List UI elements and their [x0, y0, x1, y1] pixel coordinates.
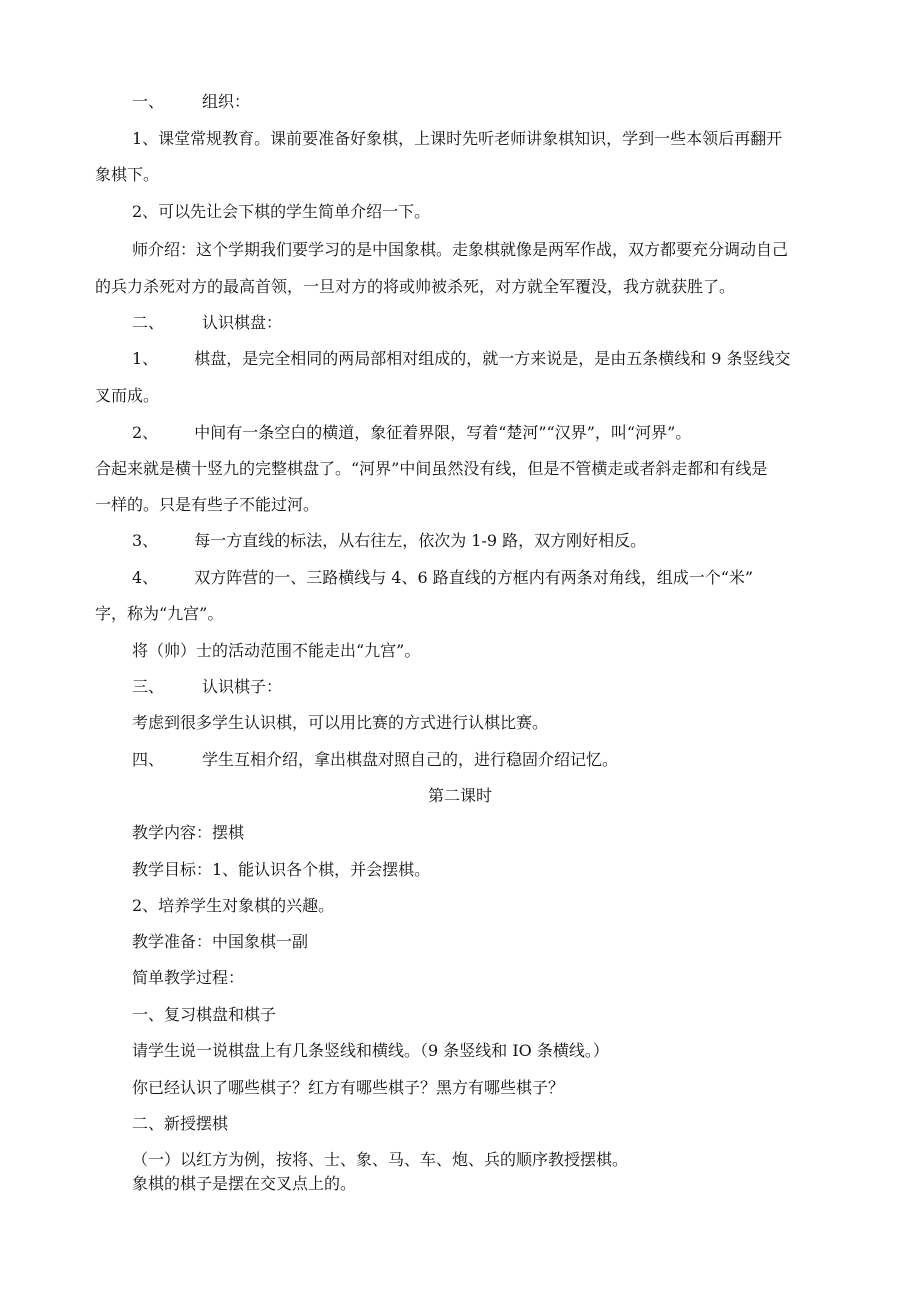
item-text: 双方阵营的一、三路横线与 4、6 路直线的方框内有两条对角线，组成一个“米” [194, 568, 754, 587]
section-title: 认识棋盘： [202, 313, 283, 332]
paragraph: 象棋的棋子是摆在交叉点上的。 [132, 1174, 357, 1193]
paragraph-line: 1、课堂常规教育。课前要准备好象棋，上课时先听老师讲象棋知识，学到一些本领后再翻开 [132, 129, 783, 148]
item-text: 棋盘，是完全相同的两局部相对组成的，就一方来说是，是由五条横线和 9 条竖线交 [194, 349, 791, 368]
section-number: 二、 [132, 313, 165, 332]
section-title: 认识棋子： [202, 677, 283, 696]
section-number: 四、 [132, 750, 165, 769]
section-title: 组织： [202, 92, 251, 111]
paragraph-line: 叉而成。 [95, 386, 160, 405]
item-number: 1、 [132, 349, 159, 368]
paragraph-line: 一样的。只是有些子不能过河。 [95, 495, 320, 514]
paragraph: 2、可以先让会下棋的学生简单介绍一下。 [132, 202, 431, 221]
section-title: 学生互相介绍，拿出棋盘对照自己的，进行稳固介绍记忆。 [202, 750, 619, 769]
item-text: 每一方直线的标法，从右往左，依次为 1-9 路，双方刚好相反。 [194, 531, 647, 550]
paragraph: 二、新授摆棋 [132, 1114, 229, 1133]
paragraph-line: 象棋下。 [95, 165, 160, 184]
section-heading-organize [132, 92, 250, 112]
paragraph: 2、培养学生对象棋的兴趣。 [132, 896, 335, 915]
paragraph: 将（帅）士的活动范围不能走出“九宫”。 [132, 641, 421, 660]
paragraph: 教学准备：中国象棋一副 [132, 932, 309, 951]
item-number: 2、 [132, 423, 159, 442]
section-heading-board [132, 313, 282, 333]
paragraph: 请学生说一说棋盘上有几条竖线和横线。（9 条竖线和 IO 条横线。） [132, 1041, 609, 1060]
item-number: 3、 [132, 531, 159, 550]
list-item [132, 349, 791, 369]
list-item [132, 531, 646, 551]
paragraph: 考虑到很多学生认识棋，可以用比赛的方式进行认棋比赛。 [132, 713, 549, 732]
paragraph: 你已经认识了哪些棋子？红方有哪些棋子？黑方有哪些棋子？ [132, 1078, 565, 1097]
paragraph: 教学内容：摆棋 [132, 823, 245, 842]
item-number: 4、 [132, 568, 159, 587]
paragraph-line: 合起来就是横十竖九的完整棋盘了。“河界”中间虽然没有线，但是不管横走或者斜走都和有线是 [95, 459, 768, 478]
paragraph: （一）以红方为例，按将、士、象、马、车、炮、兵的顺序教授摆棋。 [132, 1150, 629, 1169]
section-heading-review [132, 750, 618, 770]
section-number: 一、 [132, 92, 165, 111]
list-item [132, 423, 691, 443]
paragraph: 简单教学过程： [132, 968, 245, 987]
paragraph: 一、复习棋盘和棋子 [132, 1005, 277, 1024]
list-item [132, 568, 753, 588]
lesson-title: 第二课时 [427, 786, 492, 805]
paragraph-line: 字，称为“九宫”。 [95, 604, 224, 623]
section-number: 三、 [132, 677, 165, 696]
paragraph: 教学目标：1、能认识各个棋，并会摆棋。 [132, 860, 431, 879]
paragraph-line: 的兵力杀死对方的最高首领，一旦对方的将或帅被杀死，对方就全军覆没，我方就获胜了。 [95, 277, 736, 296]
section-heading-pieces [132, 677, 282, 697]
item-text: 中间有一条空白的横道，象征着界限，写着“楚河”“汉界”，叫“河界”。 [194, 423, 692, 442]
paragraph-line: 师介绍：这个学期我们要学习的是中国象棋。走象棋就像是两军作战，双方都要充分调动自己 [132, 240, 789, 259]
